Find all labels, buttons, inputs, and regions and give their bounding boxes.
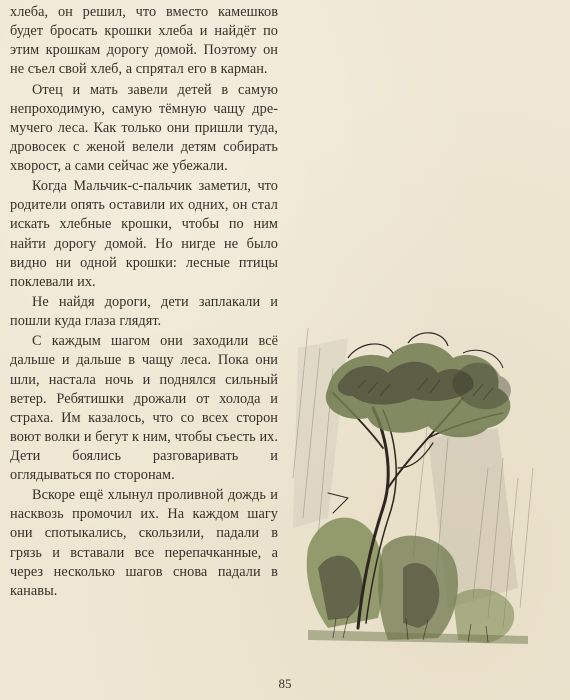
paragraph-3: Когда Мальчик-с-пальчик заметил, что родители опять оставили их одних, он стал искать хлебные крошки, чтобы по ним найти дорогу домой. Но нигде не было видно ни одной крошки: лесные птицы поклевали их. <box>10 178 278 290</box>
paragraph-6: Вскоре ещё хлынул проливной дождь и насквозь промочил их. На каждом шагу они спотыкались, скользили, падали в грязь и вставали все перепачканные, а через несколько шагов снова падали в канавы. <box>10 487 278 599</box>
tree-canopy <box>326 333 511 437</box>
text-column <box>10 3 278 602</box>
paragraph-2: Отец и мать завели детей в самую непроходимую, самую тёмную чащу дремучего леса. Как только они пришли туда, дровосек с женой велели детям собирать хворост, а сами сейчас же убежали. <box>10 81 278 174</box>
paragraph-4: Не найдя дороги, дети заплакали и пошли куда глаза глядят. <box>10 293 278 330</box>
tree-illustration <box>288 318 570 658</box>
paragraph-1: хлеба, он решил, что вместо камешков будет бросать крошки хлеба и найдёт по этим крошкам дорогу домой. Поэтому он не съел свой хлеб, а спрятал его в карман. <box>10 4 278 78</box>
page-number: 85 <box>278 676 292 691</box>
paragraph-5: С каждым шагом они заходили всё дальше и дальше в чащу леса. Пока они шли, настала ночь и поднялся сильный ветер. Ребятишки дрожали от холода и страха. Им казалось, что со всех сторон воют волки и бегут к ним, чтобы съесть их. Дети боялись разговаривать и оглядываться по сторонам. <box>10 333 278 483</box>
